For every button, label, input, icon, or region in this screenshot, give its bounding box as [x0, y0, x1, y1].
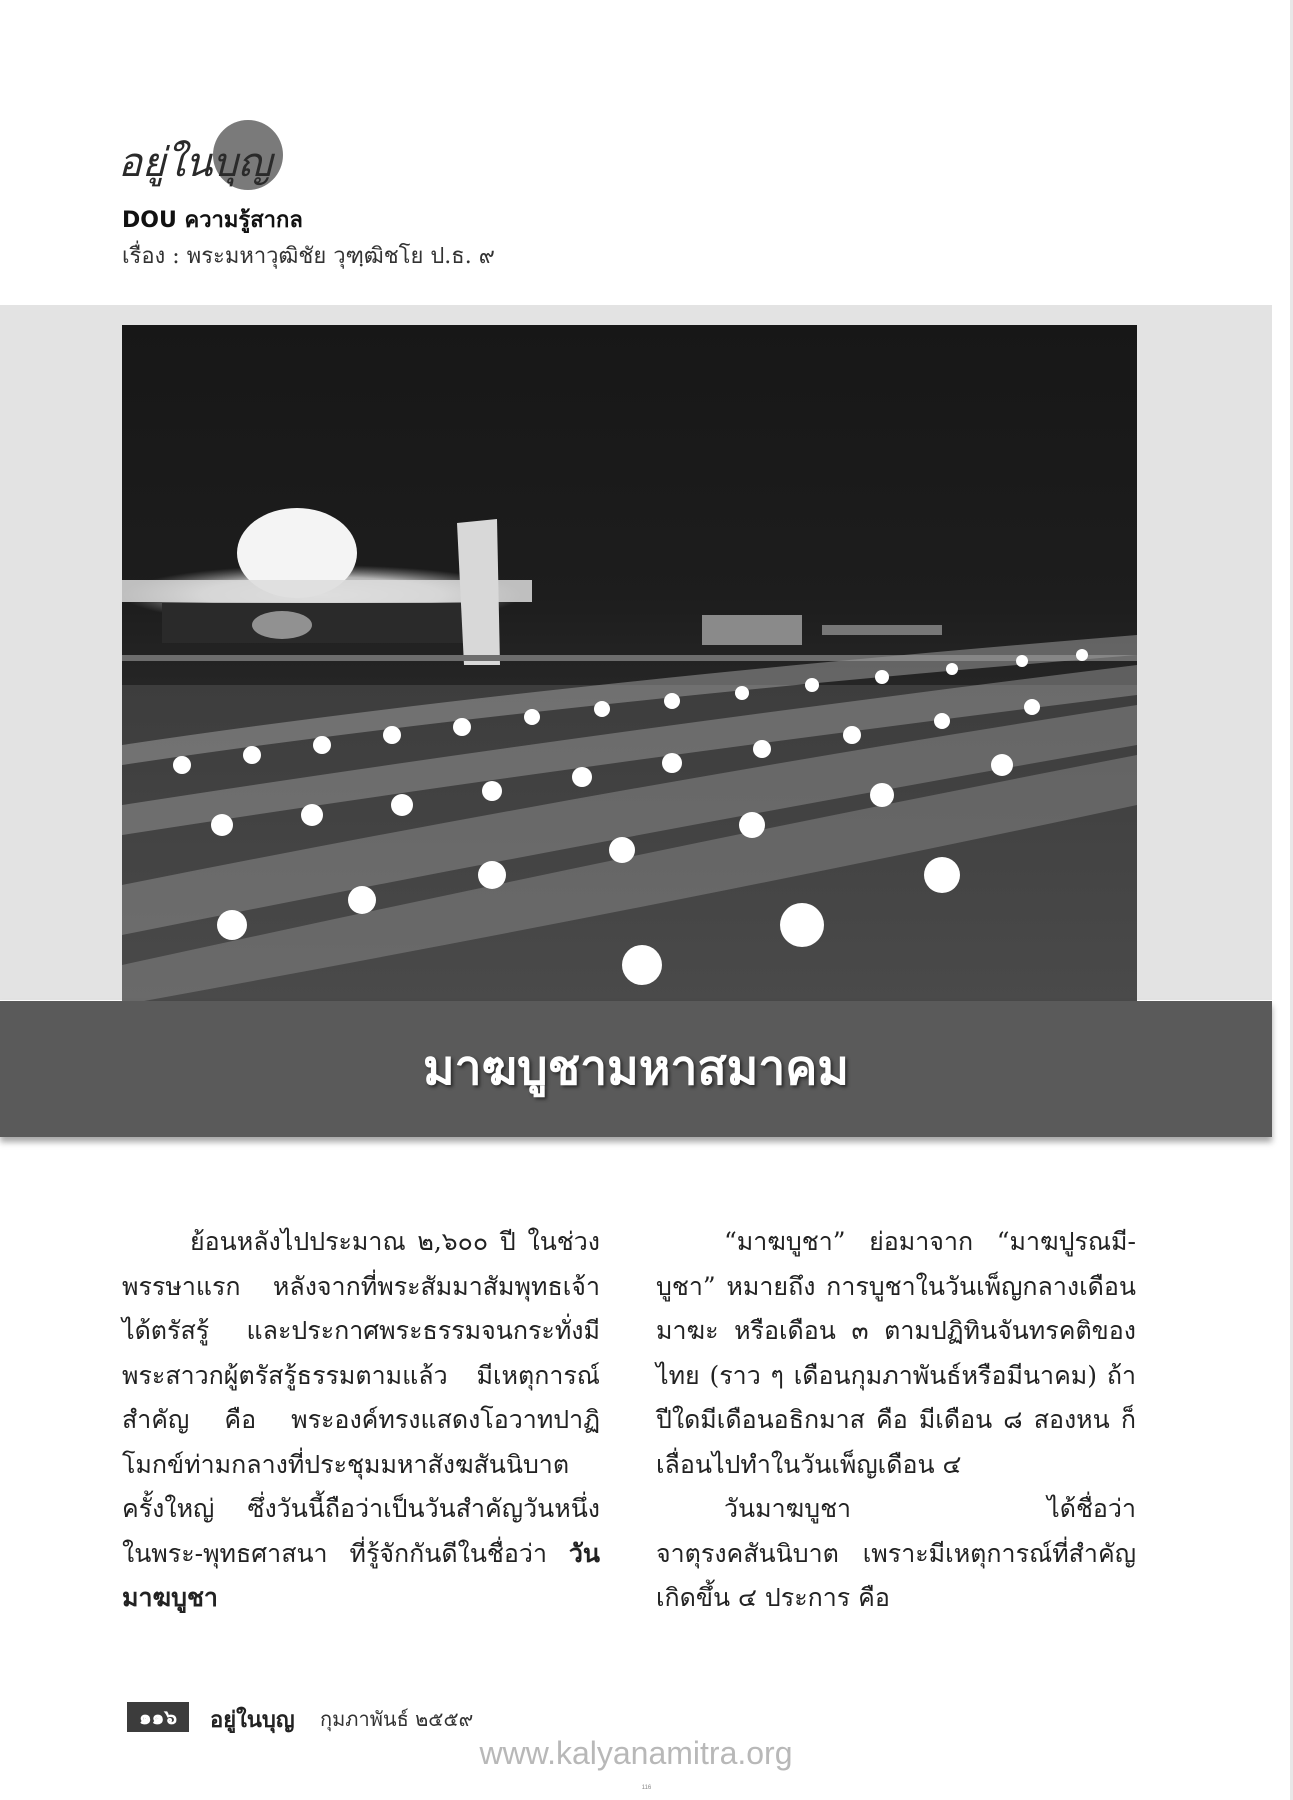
body-column-left — [122, 1220, 600, 1621]
hero-photo — [122, 325, 1137, 1005]
paragraph-text: ย้อนหลังไปประมาณ ๒,๖๐๐ ปี ในช่วงพรรษาแรก หลังจากที่พระสัมมาสัมพุทธเจ้าได้ตรัสรู้ และประกาศพระธรรมจนกระทั่งมีพระสาวกผู้ตรัสรู้ธรรมตามแล้ว มีเหตุการณ์สำคัญ คือ พระองค์ทรงแสดงโอวาทปาฏิโมกข์ท่ามกลางที่ประชุมมหาสังฆสันนิบาตครั้งใหญ่ ซึ่งวันนี้ถือว่าเป็นวันสำคัญวันหนึ่งในพระ-พุทธศาสนา ที่รู้จักกันดีในชื่อว่า — [122, 1227, 600, 1568]
paragraph: วันมาฆบูชา ได้ชื่อว่า จาตุรงคสันนิบาต เพราะมีเหตุการณ์ที่สำคัญเกิดขึ้น ๔ ประการ คือ — [656, 1494, 1136, 1612]
paragraph — [122, 1220, 600, 1621]
magazine-logo — [118, 118, 288, 198]
footer-issue-date: กุมภาพันธ์ ๒๕๕๙ — [320, 1707, 474, 1731]
body-column-right — [656, 1220, 1136, 1621]
article-title: มาฆบูชามหาสมาคม — [422, 1040, 850, 1096]
footer-magazine-name: อยู่ในบุญ — [210, 1708, 295, 1733]
author-byline: เรื่อง : พระมหาวุฒิชัย วุฑฺฒิชโย ป.ธ. ๙ — [122, 244, 495, 269]
logo-text: อยู่ในบุญ — [118, 140, 272, 186]
keyword-maghabucha: วันมาฆบูชา — [122, 1538, 600, 1612]
section-label: DOU ความรู้สากล — [122, 208, 303, 233]
candlelight-procession-image — [122, 325, 1137, 1005]
watermark-url: www.kalyanamitra.org — [479, 1735, 793, 1771]
paragraph: “มาฆบูชา” ย่อมาจาก “มาฆปูรณมี-บูชา” หมายถึง การบูชาในวันเพ็ญกลางเดือนมาฆะ หรือเดือน ๓ ตามปฏิทินจันทรคติของไทย (ราว ๆ เดือนกุมภาพันธ์หรือมีนาคม) ถ้าปีใดมีเดือนอธิกมาส คือ มีเดือน ๘ สองหน ก็เลื่อนไปทำในวันเพ็ญเดือน ๔ — [656, 1227, 1136, 1479]
page-number-badge: ๑๑๖ — [127, 1702, 189, 1732]
tiny-page-number: 116 — [641, 1785, 652, 1791]
